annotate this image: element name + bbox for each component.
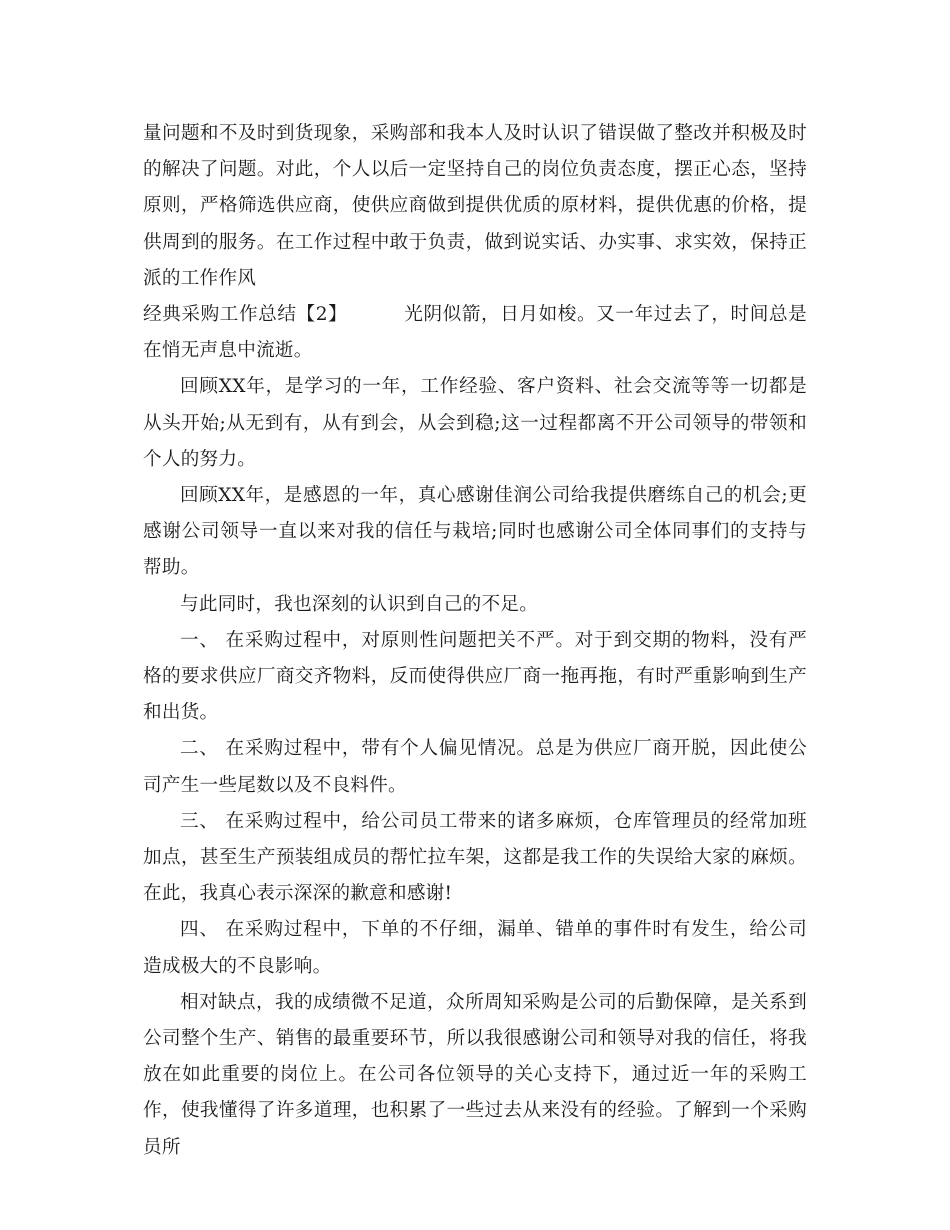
paragraph-section-heading — [143, 297, 807, 369]
paragraph-text: 光阴似箭，日月如梭。又一年过去了，时间总是在悄无声息中流逝。 — [143, 304, 807, 362]
paragraph-continuation: 量问题和不及时到货现象，采购部和我本人及时认识了错误做了整改并积极及时的解决了问题。对此，个人以后一定坚持自己的岗位负责态度，摆正心态，坚持原则，严格筛选供应商，使供应商做到提供优质的原材料，提供优惠的价格，提供周到的服务。在工作过程中敢于负责，做到说实话、办实事、求实效，保持正派的工作作风 — [143, 123, 807, 289]
paragraph-shortcoming-1: 一、 在采购过程中，对原则性问题把关不严。对于到交期的物料，没有严格的要求供应厂商交齐物料，反而使得供应厂商一拖再拖，有时严重影响到生产和出货。 — [143, 629, 807, 724]
paragraph-shortcoming-3: 三、 在采购过程中，给公司员工带来的诸多麻烦，仓库管理员的经常加班加点，甚至生产预装组成员的帮忙拉车架，这都是我工作的失误给大家的麻烦。在此，我真心表示深深的歉意和感谢! — [143, 810, 807, 905]
paragraph-review-gratitude: 回顾XX年，是感恩的一年，真心感谢佳润公司给我提供磨练自己的机会;更感谢公司领导一直以来对我的信任与栽培;同时也感谢公司全体同事们的支持与帮助。 — [143, 485, 807, 579]
paragraph-shortcoming-4: 四、 在采购过程中，下单的不仔细，漏单、错单的事件时有发生，给公司造成极大的不良影响。 — [143, 919, 807, 977]
section-heading: 经典采购工作总结【2】 — [143, 304, 348, 326]
document-body — [143, 116, 807, 1166]
paragraph-shortcomings-intro: 与此同时，我也深刻的认识到自己的不足。 — [180, 593, 539, 615]
paragraph-achievements: 相对缺点，我的成绩微不足道，众所周知采购是公司的后勤保障，是关系到公司整个生产、销售的最重要环节，所以我很感谢公司和领导对我的信任，将我放在如此重要的岗位上。在公司各位领导的关心支持下，通过近一年的采购工作，使我懂得了许多道理，也积累了一些过去从来没有的经验。了解到一个采购员所 — [143, 991, 807, 1158]
paragraph-review-learning: 回顾XX年，是学习的一年，工作经验、客户资料、社会交流等等一切都是从头开始;从无到有，从有到会，从会到稳;这一过程都离不开公司领导的带领和个人的努力。 — [143, 376, 807, 470]
paragraph-shortcoming-2: 二、 在采购过程中，带有个人偏见情况。总是为供应厂商开脱，因此使公司产生一些尾数以及不良料件。 — [143, 738, 807, 796]
